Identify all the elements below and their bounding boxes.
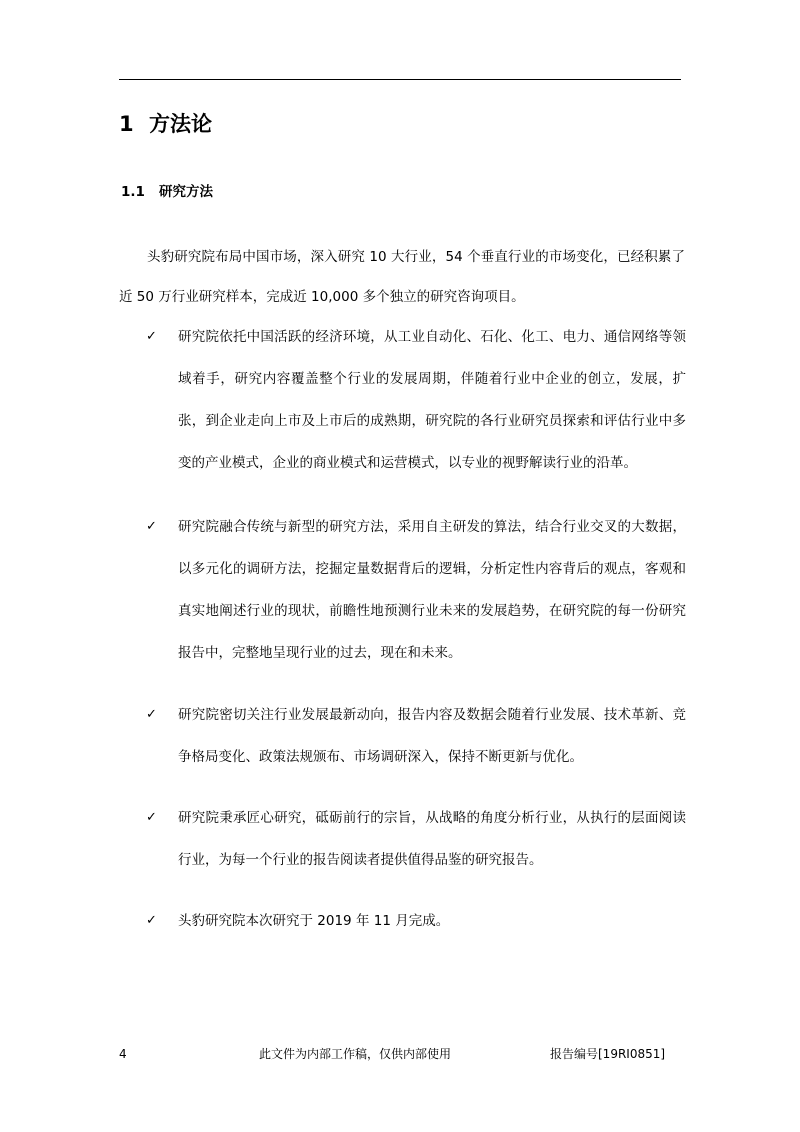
section-title: 方法论: [149, 112, 212, 136]
bullet-item: [146, 700, 686, 784]
section-heading: [119, 110, 212, 138]
subsection-title: 研究方法: [159, 184, 213, 200]
checkmark-icon: ✓: [146, 707, 157, 722]
bullet-item: [146, 322, 686, 490]
bullet-text: 研究院依托中国活跃的经济环境，从工业自动化、石化、化工、电力、通信网络等领域着手，研究内容覆盖整个行业的发展周期，伴随着行业中企业的创立，发展，扩张，到企业走向上市及上市后的成熟期，研究院的各行业研究员探索和评估行业中多变的产业模式，企业的商业模式和运营模式，以专业的视野解读行业的沿革。: [178, 329, 686, 471]
bullet-text: 研究院秉承匠心研究，砥砺前行的宗旨，从战略的角度分析行业，从执行的层面阅读行业，为每一个行业的报告阅读者提供值得品鉴的研究报告。: [178, 810, 686, 868]
intro-paragraph: 头豹研究院布局中国市场，深入研究 10 大行业，54 个垂直行业的市场变化，已经积累了近 50 万行业研究样本，完成近 10,000 多个独立的研究咨询项目。: [119, 249, 685, 305]
bullet-text: 研究院密切关注行业发展最新动向，报告内容及数据会随着行业发展、技术革新、竞争格局变化、政策法规颁布、市场调研深入，保持不断更新与优化。: [178, 707, 686, 765]
checkmark-icon: ✓: [146, 810, 157, 825]
bullet-item: [146, 803, 686, 887]
bullet-text: 研究院融合传统与新型的研究方法，采用自主研发的算法，结合行业交叉的大数据，以多元化的调研方法，挖掘定量数据背后的逻辑，分析定性内容背后的观点，客观和真实地阐述行业的现状，前瞻性地预测行业未来的发展趋势，在研究院的每一份研究报告中，完整地呈现行业的过去，现在和未来。: [178, 519, 686, 661]
header-rule: [119, 79, 681, 80]
checkmark-icon: ✓: [146, 519, 157, 534]
section-number: 1: [119, 112, 134, 136]
bullet-text: 头豹研究院本次研究于 2019 年 11 月完成。: [178, 913, 450, 929]
page-number: 4: [119, 1047, 127, 1061]
footer-notice: 此文件为内部工作稿，仅供内部使用: [259, 1047, 452, 1061]
bullet-item: [146, 906, 686, 948]
checkmark-icon: ✓: [146, 329, 157, 344]
report-id: 报告编号[19RI0851]: [550, 1047, 666, 1061]
bullet-item: [146, 512, 686, 680]
checkmark-icon: ✓: [146, 913, 157, 928]
subsection-number: 1.1: [121, 184, 145, 200]
subsection-heading: [121, 182, 213, 202]
